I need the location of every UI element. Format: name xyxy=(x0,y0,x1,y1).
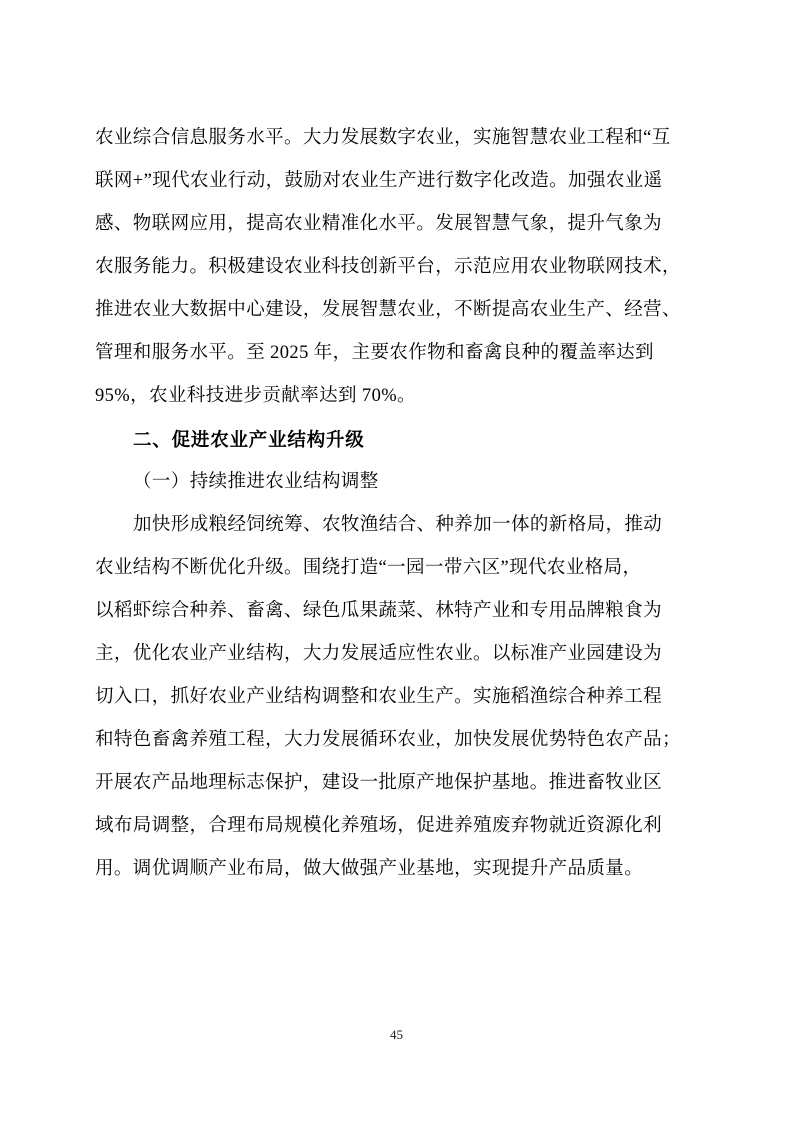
paragraph-line: 农服务能力。积极建设农业科技创新平台，示范应用农业物联网技术， xyxy=(95,257,681,277)
paragraph-1 xyxy=(95,117,710,418)
paragraph-2 xyxy=(95,504,710,891)
paragraph-line: 以稻虾综合种养、畜禽、绿色瓜果蔬菜、林特产业和专用品牌粮食为 xyxy=(95,601,663,621)
page-content xyxy=(95,117,710,891)
paragraph-line: 加快形成粮经饲统筹、农牧渔结合、种养加一体的新格局，推动 xyxy=(133,515,663,535)
paragraph-line: 开展农产品地理标志保护，建设一批原产地保护基地。推进畜牧业区 xyxy=(95,773,663,793)
paragraph-line: 管理和服务水平。至 2025 年，主要农作物和畜禽良种的覆盖率达到 xyxy=(95,343,654,363)
subsection-heading: （一）持续推进农业结构调整 xyxy=(133,472,379,492)
paragraph-line: 推进农业大数据中心建设，发展智慧农业，不断提高农业生产、经营、 xyxy=(95,300,681,320)
paragraph-line: 联网+”现代农业行动，鼓励对农业生产进行数字化改造。加强农业遥 xyxy=(95,171,663,191)
paragraph-line: 域布局调整，合理布局规模化养殖场，促进养殖废弃物就近资源化利 xyxy=(95,816,663,836)
paragraph-line: 感、物联网应用，提高农业精准化水平。发展智慧气象，提升气象为 xyxy=(95,214,663,234)
paragraph-line: 用。调优调顺产业布局，做大做强产业基地，实现提升产品质量。 xyxy=(95,859,644,879)
paragraph-line: 主，优化农业产业结构，大力发展适应性农业。以标准产业园建设为 xyxy=(95,644,663,664)
paragraph-line: 农业结构不断优化升级。围绕打造“一园一带六区”现代农业格局， xyxy=(95,558,642,578)
paragraph-line: 95%，农业科技进步贡献率达到 70%。 xyxy=(95,386,416,406)
paragraph-line: 农业综合信息服务水平。大力发展数字农业，实施智慧农业工程和“互 xyxy=(95,128,671,148)
paragraph-line: 和特色畜禽养殖工程，大力发展循环农业，加快发展优势特色农产品； xyxy=(95,730,681,750)
page-number: 45 xyxy=(390,1027,403,1042)
paragraph-line: 切入口，抓好农业产业结构调整和农业生产。实施稻渔综合种养工程 xyxy=(95,687,663,707)
section-heading: 二、促进农业产业结构升级 xyxy=(133,429,365,450)
